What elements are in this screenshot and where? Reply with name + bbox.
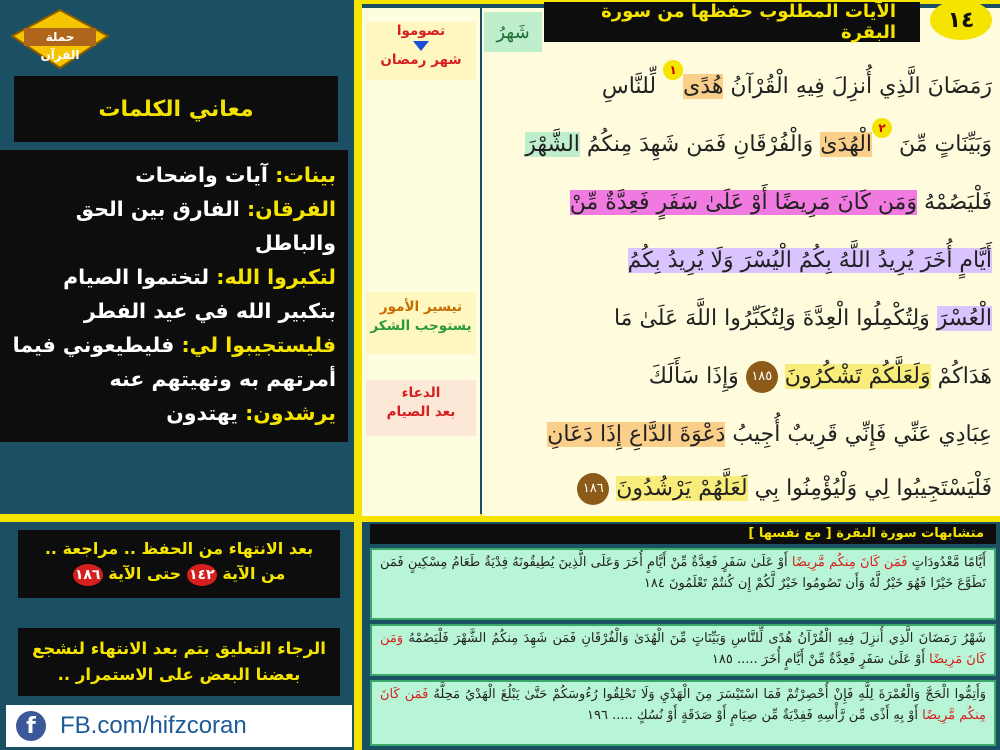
verse-text: أَيَّامًا مَّعْدُودَاتٍ xyxy=(907,555,987,570)
verse-text: أَوْ عَلَىٰ سَفَرٍ فَعِدَّةٌ مِّنْ أَيَّامٍ أُخَرَ وَعَلَى الَّذِينَ يُطِيقُونَهُ فِدْيَةٌ طَعَامُ مِسْكِينٍ فَمَن تَطَوَّعَ خَيْرًا فَهُوَ خَيْرٌ لَّهُ وَأَن تَصُومُوا خَيْرٌ لَّكُمْ إِن كُنتُمْ تَعْلَمُونَ ١٨٤ xyxy=(380,555,986,591)
meaning-term: الفرقان: xyxy=(246,197,336,221)
arrow-down-icon xyxy=(413,41,429,51)
quran-line xyxy=(484,234,996,288)
meaning-def: فليطيعوني فيما أمرتهم به ونهيتهم عنه xyxy=(12,333,336,391)
note-ease-bottom: يستوجب الشكر xyxy=(370,318,472,334)
quran-line xyxy=(484,118,996,172)
comment-line2: بعضنا البعض على الاستمرار .. xyxy=(57,665,301,684)
note-ease-top: تيسير الأمور xyxy=(379,299,463,315)
quran-text: هَدَاكُمْ xyxy=(930,364,992,389)
quran-text: وَالْفُرْقَانِ فَمَن شَهِدَ مِنكُمُ xyxy=(579,132,821,157)
quran-line xyxy=(484,408,996,462)
similar-verse-box xyxy=(370,548,996,620)
comment-box xyxy=(18,628,340,696)
notes-column xyxy=(362,8,480,516)
quran-highlight: وَمَن كَانَ مَرِيضًا أَوْ عَلَىٰ سَفَرٍ فَعِدَّةٌ مِّنْ xyxy=(569,190,917,215)
quran-highlight: الشَّهْرَ xyxy=(525,132,580,157)
note-dua xyxy=(366,380,476,436)
comment-line1: الرجاء التعليق بتم بعد الانتهاء لنشجع xyxy=(32,639,326,658)
verse-highlight: فَمَن كَانَ مِنكُم مَّرِيضًا xyxy=(791,555,908,570)
note-dua-bottom: بعد الصيام xyxy=(386,404,456,420)
logo-text: حملة القرآن xyxy=(40,30,80,62)
meanings-list xyxy=(0,150,348,442)
quran-highlight: لَعَلَّهُمْ يَرْشُدُونَ xyxy=(616,476,748,501)
meanings-title: معاني الكلمات xyxy=(14,76,338,142)
meaning-entry xyxy=(6,158,336,192)
quran-highlight: الْهُدَىٰ xyxy=(820,132,873,157)
meaning-def: آيات واضحات xyxy=(135,163,276,187)
quran-text: وَبَيِّنَاتٍ مِّنَ xyxy=(892,132,992,157)
quran-highlight: يُرِيدُ اللَّهُ بِكُمُ الْيُسْرَ وَلَا يُرِيدُ بِكُمُ xyxy=(627,248,914,273)
quran-highlight: وَلَعَلَّكُمْ تَشْكُرُونَ xyxy=(784,364,931,389)
lesson-number: ١٤ xyxy=(930,0,992,40)
review-to-number: ١٨٦ xyxy=(73,564,103,586)
review-to-label: حتى الآية xyxy=(108,564,182,583)
meaning-term: لتكبروا الله: xyxy=(216,265,336,289)
marker-badge: ١ xyxy=(663,60,683,80)
meaning-term: يرشدون: xyxy=(245,401,336,425)
ayah-number: ١٨٦ xyxy=(577,473,609,505)
facebook-url[interactable]: FB.com/hifzcoran xyxy=(60,712,247,739)
verse-text: أَوْ بِهِ أَذًى مِّن رَّأْسِهِ فَفِدْيَةٌ مِّن صِيَامٍ أَوْ صَدَقَةٍ أَوْ نُسُكٍ ..... ١٩٦ xyxy=(586,708,923,723)
note-ease xyxy=(366,292,476,354)
review-line1: بعد الانتهاء من الحفظ .. مراجعة .. xyxy=(44,539,314,558)
quran-text: فَلْيَسْتَجِيبُوا لِي وَلْيُؤْمِنُوا بِي xyxy=(747,476,992,501)
page-title: الآيات المطلوب حفظها من سورة البقرة xyxy=(544,2,920,42)
note-fasting-top: تصوموا xyxy=(396,23,446,39)
logo xyxy=(10,8,110,70)
quran-text: وَإِذَا سَأَلَكَ xyxy=(648,364,746,389)
quran-line xyxy=(484,462,996,516)
verse-highlight: وَمَن كَانَ مَرِيضًا xyxy=(380,631,986,667)
facebook-icon: f xyxy=(16,711,46,741)
review-from-label: من الآية xyxy=(222,564,286,583)
verse-highlight: فَمَن كَانَ مِنكُم مَّرِيضًا xyxy=(380,687,986,723)
quran-highlight: دَعْوَةَ الدَّاعِ إِذَا دَعَانِ xyxy=(547,422,726,447)
meaning-entry xyxy=(6,328,336,396)
meaning-entry xyxy=(6,192,336,260)
review-box xyxy=(18,530,340,598)
note-dua-top: الدعاء xyxy=(401,385,441,401)
quran-line xyxy=(484,60,996,114)
quran-text: عِبَادِي عَنِّي فَإِنِّي قَرِيبٌ أُجِيبُ xyxy=(725,422,992,447)
verse-text: شَهْرُ رَمَضَانَ الَّذِي أُنزِلَ فِيهِ الْقُرْآنُ هُدًى لِّلنَّاسِ وَبَيِّنَاتٍ مِّنَ الْهُدَىٰ وَالْفُرْقَانِ فَمَن شَهِدَ مِنكُمُ الشَّهْرَ فَلْيَصُمْهُ xyxy=(403,631,986,646)
review-range xyxy=(18,561,340,586)
quran-highlight: الْعُسْرَ xyxy=(936,306,992,331)
quran-line xyxy=(484,176,996,230)
meaning-term: فليستجيبوا لي: xyxy=(181,333,336,357)
quran-text: وَلِتُكْمِلُوا الْعِدَّةَ وَلِتُكَبِّرُوا اللَّهَ عَلَىٰ مَا xyxy=(613,306,937,331)
meaning-term: بينات: xyxy=(275,163,336,187)
quran-text: أَيَّامٍ أُخَرَ xyxy=(913,248,992,273)
similar-verse-box xyxy=(370,680,996,746)
shahr-tag: شَهرُ xyxy=(484,12,542,52)
meaning-def: الفارق بين الحق والباطل xyxy=(75,197,336,255)
meaning-entry xyxy=(6,260,336,328)
quran-text: رَمَضَانَ الَّذِي أُنزِلَ فِيهِ الْقُرْآنُ xyxy=(723,74,992,99)
ayah-number: ١٨٥ xyxy=(746,361,778,393)
quran-text: لِّلنَّاسِ xyxy=(601,74,664,99)
quran-line xyxy=(484,350,996,404)
marker-badge: ٢ xyxy=(872,118,892,138)
note-fasting xyxy=(366,22,476,80)
quran-highlight: هُدًى xyxy=(683,74,724,99)
frame-divider-left xyxy=(354,0,362,750)
quran-text: فَلْيَصُمْهُ xyxy=(916,190,992,215)
note-fasting-bottom: شهر رمضان xyxy=(380,52,462,68)
quran-line xyxy=(484,292,996,346)
review-from-number: ١٤٢ xyxy=(187,564,217,586)
facebook-link[interactable] xyxy=(6,705,352,747)
similar-verse-box xyxy=(370,624,996,676)
similar-verses-title: متشابهات سورة البقرة [ مع نفسها ] xyxy=(370,524,996,544)
meaning-entry xyxy=(6,396,336,430)
verse-text: أَوْ عَلَىٰ سَفَرٍ فَعِدَّةٌ مِّنْ أَيَّامٍ أُخَرَ ..... ١٨٥ xyxy=(711,652,930,667)
meaning-def: لتختموا الصيام بتكبير الله في عيد الفطر xyxy=(63,265,336,323)
meaning-def: يهتدون xyxy=(166,401,246,425)
verse-text: وَأَتِمُّوا الْحَجَّ وَالْعُمْرَةَ لِلَّهِ فَإِنْ أُحْصِرْتُمْ فَمَا اسْتَيْسَرَ مِنَ الْهَدْيِ وَلَا تَحْلِقُوا رُءُوسَكُمْ حَتَّىٰ يَبْلُغَ الْهَدْيُ مَحِلَّهُ xyxy=(428,687,986,702)
